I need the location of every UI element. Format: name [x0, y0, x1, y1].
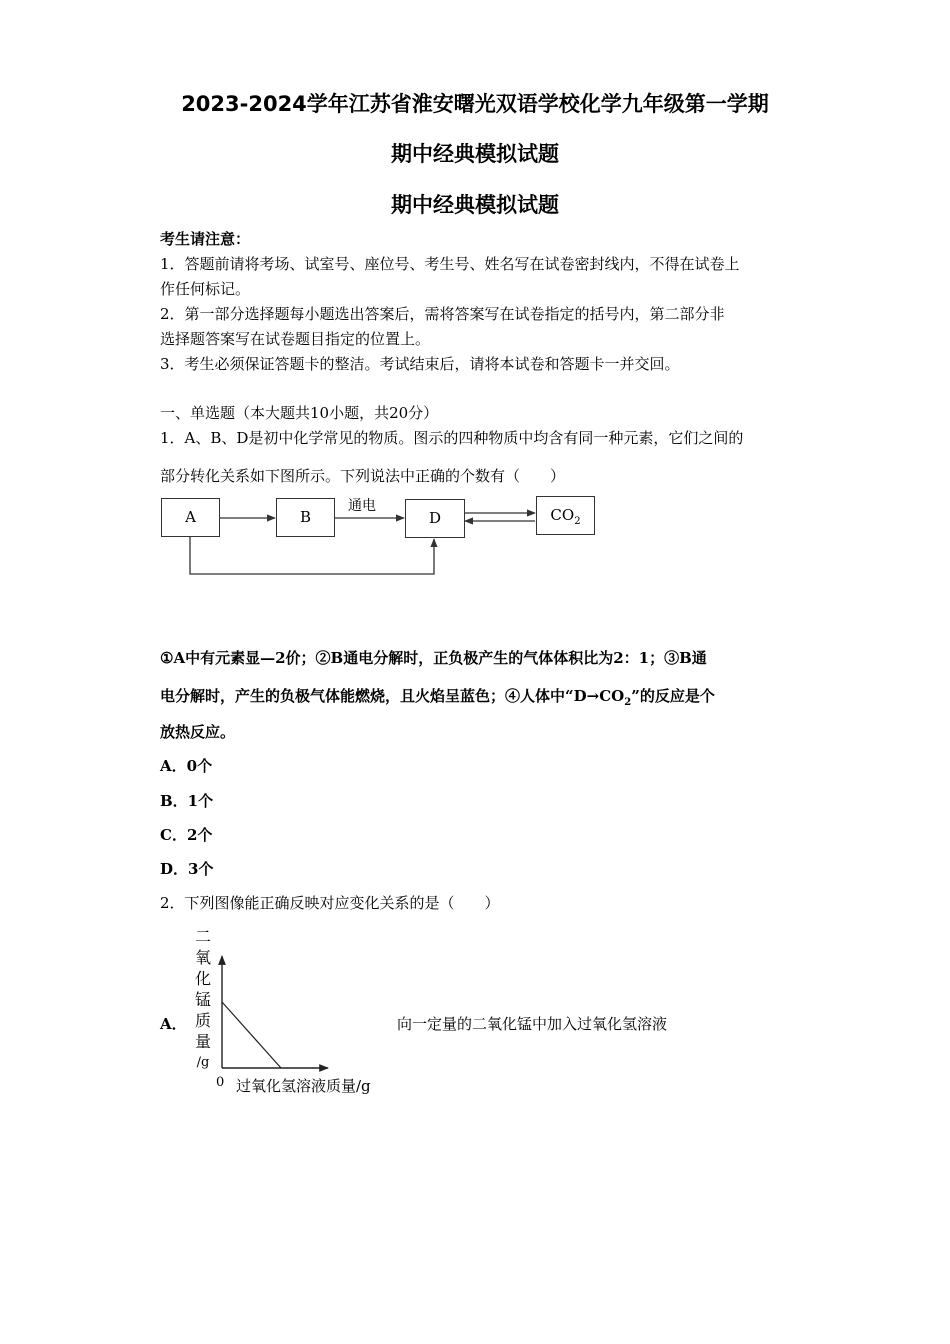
q1-statements-line2	[160, 685, 715, 708]
y-label-char: 量	[194, 1032, 211, 1051]
q1-diagram	[0, 0, 950, 600]
q1-statements-line2-b: ”的反应是个	[631, 687, 715, 705]
y-label-char: 锰	[194, 990, 211, 1009]
y-label-char: 质	[194, 1011, 211, 1030]
q2-option-a-description: 向一定量的二氧化锰中加入过氧化氢溶液	[397, 1015, 668, 1033]
notice-item3: 3．考生必须保证答题卡的整洁。考试结束后，请将本试卷和答题卡一并交回。	[160, 355, 680, 373]
q2-stem: 2．下列图像能正确反映对应变化关系的是（ ）	[160, 894, 500, 912]
q1-option-d[interactable]: D．3个	[160, 860, 214, 878]
notice-item2-line1: 2．第一部分选择题每小题选出答案后，需将答案写在试卷指定的括号内，第二部分非	[160, 305, 725, 323]
arrow-label-electrolysis: 通电	[348, 498, 376, 514]
q2-graph	[185, 926, 395, 1096]
y-label-char: 氧	[194, 948, 211, 967]
y-label-char: 二	[194, 927, 211, 946]
exam-title-line2: 期中经典模拟试题	[391, 142, 559, 166]
y-label-char: 化	[194, 969, 211, 988]
section-heading: 一、单选题（本大题共10小题，共20分）	[160, 404, 439, 422]
box-b: B	[276, 498, 335, 537]
q1-option-b[interactable]: B．1个	[160, 792, 214, 810]
y-label-char: /g	[196, 1055, 210, 1070]
q1-option-c[interactable]: C．2个	[160, 826, 213, 844]
q1-option-a[interactable]: A．0个	[160, 757, 213, 775]
box-co2	[536, 496, 595, 535]
q2-option-a-label[interactable]: A．	[160, 1015, 187, 1033]
notice-item2-line2: 选择题答案写在试卷题目指定的位置上。	[160, 330, 431, 348]
box-co2-main: CO	[550, 506, 575, 524]
box-d: D	[405, 499, 465, 538]
q1-statements-line3: 放热反应。	[160, 723, 236, 741]
box-co2-sub: 2	[574, 516, 581, 527]
x-axis-label: 过氧化氢溶液质量/g	[236, 1077, 371, 1095]
q1-stem-line1: 1．A、B、D是初中化学常见的物质。图示的四种物质中均含有同一种元素，它们之间的	[160, 429, 744, 447]
notice-item1-line1: 1．答题前请将考场、试室号、座位号、考生号、姓名写在试卷密封线内，不得在试卷上	[160, 255, 740, 273]
exam-title-line1: 2023-2024学年江苏省淮安曙光双语学校化学九年级第一学期	[181, 92, 769, 116]
q1-stem-line2: 部分转化关系如下图所示。下列说法中正确的个数有（ ）	[160, 467, 566, 485]
data-line	[222, 1002, 281, 1068]
origin-label: 0	[216, 1075, 225, 1090]
q1-statements-line2-sub: 2	[624, 697, 632, 708]
arrow-a-to-d	[190, 537, 434, 574]
notice-heading: 考生请注意：	[160, 230, 251, 248]
q1-statements-line1: ①A中有元素显—2价；②B通电分解时，正负极产生的气体体积比为2：1；③B通	[160, 649, 707, 667]
q1-diagram-arrows	[0, 0, 950, 600]
exam-title-line3: 期中经典模拟试题	[391, 193, 559, 217]
q1-statements-line2-a: 电分解时，产生的负极气体能燃烧，且火焰呈蓝色；④人体中“D→CO	[160, 687, 625, 705]
q2-graph-plot	[185, 926, 395, 1096]
y-axis-label	[193, 926, 213, 1073]
notice-item1-line2: 作任何标记。	[160, 280, 251, 298]
box-a: A	[161, 498, 220, 537]
